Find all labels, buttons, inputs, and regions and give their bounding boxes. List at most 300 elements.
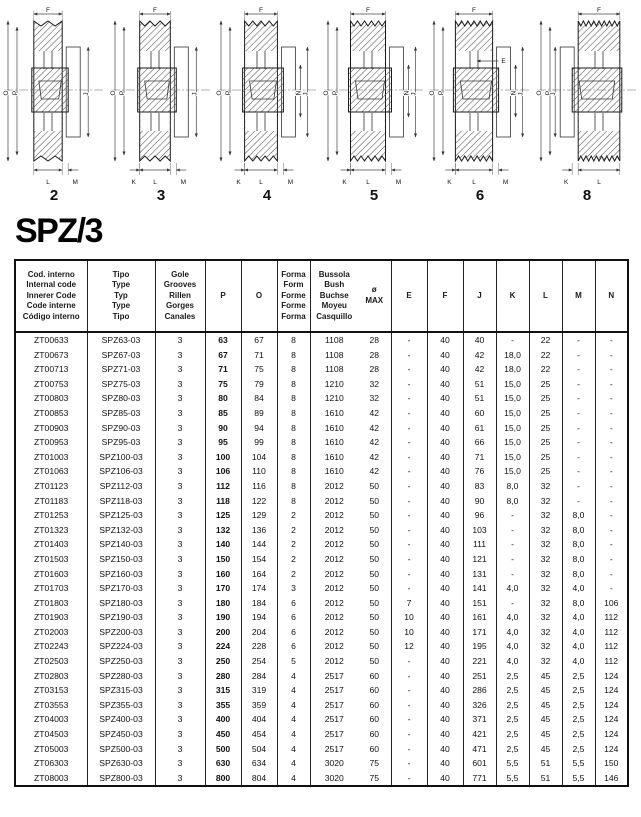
cell-j: 221	[463, 654, 496, 669]
cell-f: 40	[427, 479, 463, 494]
cell-forma: 8	[277, 377, 310, 392]
cell-j: 60	[463, 406, 496, 421]
svg-text:N: N	[403, 90, 411, 96]
cell-f: 40	[427, 771, 463, 787]
cell-max: 60	[369, 685, 380, 696]
cell-e: -	[391, 581, 427, 596]
svg-text:F: F	[365, 7, 370, 14]
cell-max: 50	[369, 553, 380, 564]
svg-text:P: P	[118, 90, 126, 96]
cell-o: 89	[241, 406, 277, 421]
cell-n: 112	[595, 639, 628, 654]
cell-f: 40	[427, 348, 463, 363]
cell-j: 111	[463, 537, 496, 552]
cell-e: -	[391, 523, 427, 538]
cell-l: 25	[529, 377, 562, 392]
cell-m: 5,5	[562, 771, 595, 787]
cell-o: 504	[241, 742, 277, 757]
cell-l: 45	[529, 712, 562, 727]
table-row	[15, 377, 628, 392]
cell-code: ZT02003	[34, 626, 69, 637]
cell-p: 71	[205, 362, 241, 377]
cell-e: -	[391, 377, 427, 392]
cell-o: 144	[241, 537, 277, 552]
cell-k: 5,5	[496, 756, 529, 771]
table-row	[15, 654, 628, 669]
table-row	[15, 479, 628, 494]
cell-e: -	[391, 421, 427, 436]
cell-l: 32	[529, 552, 562, 567]
table-row	[15, 581, 628, 596]
cell-tipo: SPZ90-03	[87, 421, 155, 436]
cell-p: 125	[205, 508, 241, 523]
col-header-line: Forma	[281, 311, 306, 321]
cell-k: 4,0	[496, 625, 529, 640]
cell-forma: 5	[277, 654, 310, 669]
cell-n: 124	[595, 742, 628, 757]
cell-o: 204	[241, 625, 277, 640]
cell-p: 150	[205, 552, 241, 567]
cell-p: 90	[205, 421, 241, 436]
svg-text:L: L	[152, 179, 157, 186]
cell-f: 40	[427, 683, 463, 698]
cell-l: 32	[529, 654, 562, 669]
cell-l: 32	[529, 610, 562, 625]
cell-code: ZT01403	[34, 539, 69, 550]
cell-forma: 8	[277, 391, 310, 406]
cell-l: 25	[529, 406, 562, 421]
cell-code: ZT01123	[34, 480, 69, 491]
cell-forma: 4	[277, 756, 310, 771]
cell-bussola: 2012	[310, 625, 358, 640]
cell-tipo: SPZ160-03	[87, 567, 155, 582]
cell-bussola: 1610	[310, 450, 358, 465]
cell-k: -	[496, 523, 529, 538]
cell-max: 32	[369, 378, 380, 389]
svg-text:O: O	[535, 90, 543, 96]
cell-k: 4,0	[496, 639, 529, 654]
col-header-code	[15, 260, 87, 332]
cell-forma: 8	[277, 421, 310, 436]
cell-tipo: SPZ118-03	[87, 494, 155, 509]
col-header-line: Canales	[164, 311, 196, 321]
cell-gole: 3	[155, 362, 205, 377]
cell-gole: 3	[155, 771, 205, 787]
col-header-line: L	[543, 290, 548, 300]
pulley-cross-section	[215, 4, 319, 204]
col-header-p	[205, 260, 241, 332]
svg-text:O: O	[322, 90, 330, 96]
cell-k: 4,0	[496, 654, 529, 669]
cell-l: 51	[529, 756, 562, 771]
cell-e: -	[391, 494, 427, 509]
table-row	[15, 567, 628, 582]
cell-n: -	[595, 464, 628, 479]
cell-gole: 3	[155, 669, 205, 684]
cell-f: 40	[427, 421, 463, 436]
cell-l: 45	[529, 698, 562, 713]
cell-gole: 3	[155, 581, 205, 596]
cell-l: 32	[529, 625, 562, 640]
cell-forma: 2	[277, 567, 310, 582]
svg-text:M: M	[287, 179, 294, 186]
svg-text:M: M	[503, 179, 509, 186]
cell-bussola: 2517	[310, 698, 358, 713]
table-row	[15, 508, 628, 523]
cell-f: 40	[427, 332, 463, 348]
cell-bussola: 1610	[310, 435, 358, 450]
cell-tipo: SPZ95-03	[87, 435, 155, 450]
cell-forma: 8	[277, 348, 310, 363]
cell-n: 112	[595, 610, 628, 625]
cell-e: -	[391, 712, 427, 727]
cell-j: 601	[463, 756, 496, 771]
cell-k: 15,0	[496, 421, 529, 436]
cell-o: 454	[241, 727, 277, 742]
cell-k: 15,0	[496, 391, 529, 406]
cell-e: -	[391, 537, 427, 552]
col-header-k	[496, 260, 529, 332]
cell-j: 51	[463, 377, 496, 392]
svg-text:K: K	[342, 179, 347, 186]
cell-l: 32	[529, 479, 562, 494]
cell-code: ZT00713	[34, 364, 69, 375]
cell-l: 32	[529, 596, 562, 611]
col-header-line: Tipo	[112, 311, 130, 321]
cell-bussola: 2012	[310, 552, 358, 567]
pulley-diagram-form-6	[428, 4, 532, 204]
cell-f: 40	[427, 494, 463, 509]
table-row	[15, 494, 628, 509]
col-header-line: F	[442, 290, 448, 300]
cell-tipo: SPZ75-03	[87, 377, 155, 392]
cell-e: 12	[391, 639, 427, 654]
table-row	[15, 610, 628, 625]
cell-l: 22	[529, 348, 562, 363]
table-row	[15, 523, 628, 538]
cell-gole: 3	[155, 332, 205, 348]
cell-m: -	[562, 362, 595, 377]
cell-bussola: 1210	[310, 377, 358, 392]
cell-j: 40	[463, 332, 496, 348]
cell-o: 228	[241, 639, 277, 654]
svg-text:O: O	[3, 90, 10, 96]
cell-bussola: 2012	[310, 508, 358, 523]
cell-f: 40	[427, 435, 463, 450]
cell-m: 4,0	[562, 581, 595, 596]
cell-tipo: SPZ150-03	[87, 552, 155, 567]
svg-text:M: M	[395, 179, 401, 186]
cell-max: 42	[369, 407, 380, 418]
cell-tipo: SPZ400-03	[87, 712, 155, 727]
cell-l: 45	[529, 669, 562, 684]
cell-code: ZT01063	[34, 466, 69, 477]
col-header-line: E	[406, 290, 412, 300]
cell-max: 50	[369, 495, 380, 506]
cell-bussola: 3020	[310, 771, 358, 787]
cell-gole: 3	[155, 508, 205, 523]
cell-n: -	[595, 362, 628, 377]
cell-p: 118	[205, 494, 241, 509]
cell-f: 40	[427, 712, 463, 727]
cell-max: 50	[369, 524, 380, 535]
cell-o: 174	[241, 581, 277, 596]
cell-o: 404	[241, 712, 277, 727]
cell-m: -	[562, 348, 595, 363]
cell-code: ZT01903	[34, 612, 69, 623]
spec-table-header	[15, 260, 628, 332]
cell-j: 61	[463, 421, 496, 436]
cell-tipo: SPZ71-03	[87, 362, 155, 377]
cell-tipo: SPZ106-03	[87, 464, 155, 479]
cell-n: 124	[595, 727, 628, 742]
pulley-diagram-form-4	[215, 4, 319, 204]
cell-k: 2,5	[496, 727, 529, 742]
cell-l: 32	[529, 639, 562, 654]
table-row	[15, 537, 628, 552]
cell-bussola: 1210	[310, 391, 358, 406]
cell-j: 161	[463, 610, 496, 625]
cell-forma: 4	[277, 742, 310, 757]
cell-forma: 2	[277, 552, 310, 567]
cell-n: -	[595, 479, 628, 494]
cell-f: 40	[427, 727, 463, 742]
col-header-line: Grooves	[163, 280, 197, 290]
table-row	[15, 406, 628, 421]
table-row	[15, 596, 628, 611]
cell-m: 8,0	[562, 537, 595, 552]
cell-f: 40	[427, 450, 463, 465]
cell-l: 51	[529, 771, 562, 787]
cell-m: -	[562, 421, 595, 436]
table-row	[15, 669, 628, 684]
cell-f: 40	[427, 552, 463, 567]
cell-bussola: 2517	[310, 712, 358, 727]
cell-max: 60	[369, 729, 380, 740]
cell-code: ZT00853	[34, 407, 69, 418]
cell-tipo: SPZ80-03	[87, 391, 155, 406]
cell-e: -	[391, 669, 427, 684]
cell-forma: 2	[277, 537, 310, 552]
cell-f: 40	[427, 610, 463, 625]
cell-p: 315	[205, 683, 241, 698]
cell-f: 40	[427, 377, 463, 392]
svg-text:K: K	[447, 179, 452, 186]
cell-p: 400	[205, 712, 241, 727]
cell-f: 40	[427, 596, 463, 611]
cell-m: 8,0	[562, 596, 595, 611]
cell-k: 5,5	[496, 771, 529, 787]
svg-text:K: K	[131, 179, 136, 186]
svg-text:M: M	[180, 179, 186, 186]
cell-p: 85	[205, 406, 241, 421]
cell-j: 771	[463, 771, 496, 787]
cell-j: 251	[463, 669, 496, 684]
cell-max: 75	[369, 772, 380, 783]
cell-j: 151	[463, 596, 496, 611]
col-header-line: Typ	[114, 290, 128, 300]
cell-m: -	[562, 406, 595, 421]
cell-l: 32	[529, 567, 562, 582]
cell-p: 355	[205, 698, 241, 713]
cell-bussola: 1108	[310, 348, 358, 363]
cell-max: 28	[369, 335, 380, 345]
cell-m: 8,0	[562, 508, 595, 523]
cell-forma: 8	[277, 332, 310, 348]
table-row	[15, 683, 628, 698]
cell-code: ZT02503	[34, 656, 69, 667]
cell-p: 280	[205, 669, 241, 684]
col-header-line: Casquillo	[316, 311, 353, 321]
cell-o: 136	[241, 523, 277, 538]
cell-bussola: 1108	[310, 362, 358, 377]
col-header-f	[427, 260, 463, 332]
col-header-m	[562, 260, 595, 332]
diagram-number: 2	[49, 187, 59, 204]
cell-k: 2,5	[496, 669, 529, 684]
cell-tipo: SPZ450-03	[87, 727, 155, 742]
cell-n: 106	[595, 596, 628, 611]
col-header-line: J	[477, 290, 482, 300]
cell-o: 94	[241, 421, 277, 436]
cell-bussola: 2517	[310, 683, 358, 698]
cell-f: 40	[427, 654, 463, 669]
cell-forma: 6	[277, 625, 310, 640]
col-header-line: ø	[371, 285, 377, 295]
cell-l: 22	[529, 332, 562, 348]
cell-l: 25	[529, 421, 562, 436]
cell-k: -	[496, 537, 529, 552]
svg-text:L: L	[365, 179, 370, 186]
cell-j: 171	[463, 625, 496, 640]
cell-e: 10	[391, 625, 427, 640]
cell-e: -	[391, 435, 427, 450]
table-row	[15, 712, 628, 727]
cell-o: 104	[241, 450, 277, 465]
cell-e: -	[391, 391, 427, 406]
cell-bussola: 2517	[310, 669, 358, 684]
cell-n: 150	[595, 756, 628, 771]
col-header-line: Gorges	[165, 301, 194, 311]
svg-text:J: J	[83, 92, 91, 96]
svg-text:F: F	[259, 7, 264, 14]
cell-max: 60	[369, 743, 380, 754]
cell-o: 75	[241, 362, 277, 377]
cell-j: 42	[463, 348, 496, 363]
cell-o: 184	[241, 596, 277, 611]
cell-o: 116	[241, 479, 277, 494]
cell-max: 75	[369, 758, 380, 769]
cell-n: -	[595, 348, 628, 363]
spec-table-body	[15, 332, 628, 786]
cell-n: -	[595, 391, 628, 406]
col-header-line: Código interno	[22, 311, 80, 321]
cell-k: 8,0	[496, 479, 529, 494]
svg-text:O: O	[429, 90, 437, 96]
cell-l: 22	[529, 362, 562, 377]
cell-k: 18,0	[496, 348, 529, 363]
svg-text:J: J	[410, 92, 418, 96]
col-header-line: Forme	[281, 290, 306, 300]
cell-p: 106	[205, 464, 241, 479]
cell-p: 180	[205, 596, 241, 611]
cell-forma: 8	[277, 362, 310, 377]
cell-l: 32	[529, 494, 562, 509]
cell-k: -	[496, 332, 529, 348]
cell-code: ZT02243	[34, 641, 69, 652]
cell-p: 140	[205, 537, 241, 552]
cell-max: 28	[369, 349, 380, 360]
pulley-diagram-form-5	[322, 4, 426, 204]
cell-k: -	[496, 508, 529, 523]
svg-text:P: P	[544, 90, 552, 96]
cell-forma: 8	[277, 406, 310, 421]
cell-o: 122	[241, 494, 277, 509]
col-header-line: MAX	[365, 296, 384, 305]
cell-p: 500	[205, 742, 241, 757]
cell-tipo: SPZ180-03	[87, 596, 155, 611]
cell-m: 4,0	[562, 639, 595, 654]
cell-p: 450	[205, 727, 241, 742]
cell-tipo: SPZ630-03	[87, 756, 155, 771]
col-header-line: Gole	[171, 269, 189, 279]
svg-text:K: K	[236, 179, 241, 186]
cell-j: 66	[463, 435, 496, 450]
cell-j: 90	[463, 494, 496, 509]
cell-p: 112	[205, 479, 241, 494]
cell-m: 8,0	[562, 552, 595, 567]
cell-k: -	[496, 552, 529, 567]
cell-e: -	[391, 332, 427, 348]
col-header-max	[358, 260, 391, 332]
cell-m: 8,0	[562, 567, 595, 582]
cell-l: 25	[529, 464, 562, 479]
cell-tipo: SPZ63-03	[87, 332, 155, 348]
cell-f: 40	[427, 669, 463, 684]
svg-text:J: J	[517, 92, 525, 96]
cell-m: -	[562, 435, 595, 450]
cell-e: -	[391, 771, 427, 787]
cell-l: 45	[529, 727, 562, 742]
cell-tipo: SPZ224-03	[87, 639, 155, 654]
cell-f: 40	[427, 639, 463, 654]
cell-o: 254	[241, 654, 277, 669]
cell-forma: 6	[277, 596, 310, 611]
cell-code: ZT05003	[34, 743, 69, 754]
cell-n: 124	[595, 669, 628, 684]
cell-n: 124	[595, 683, 628, 698]
cell-tipo: SPZ190-03	[87, 610, 155, 625]
col-header-line: Type	[111, 280, 131, 290]
svg-text:L: L	[259, 179, 263, 186]
cell-e: -	[391, 450, 427, 465]
cell-e: -	[391, 508, 427, 523]
cell-tipo: SPZ250-03	[87, 654, 155, 669]
pulley-cross-section	[535, 4, 639, 204]
cell-gole: 3	[155, 479, 205, 494]
svg-text:P: P	[438, 90, 446, 96]
cell-forma: 6	[277, 610, 310, 625]
cell-max: 50	[369, 656, 380, 667]
cell-p: 67	[205, 348, 241, 363]
cell-gole: 3	[155, 435, 205, 450]
cell-n: 112	[595, 625, 628, 640]
cell-k: -	[496, 596, 529, 611]
cell-m: 4,0	[562, 654, 595, 669]
cell-max: 50	[369, 510, 380, 521]
cell-k: 15,0	[496, 406, 529, 421]
cell-gole: 3	[155, 639, 205, 654]
